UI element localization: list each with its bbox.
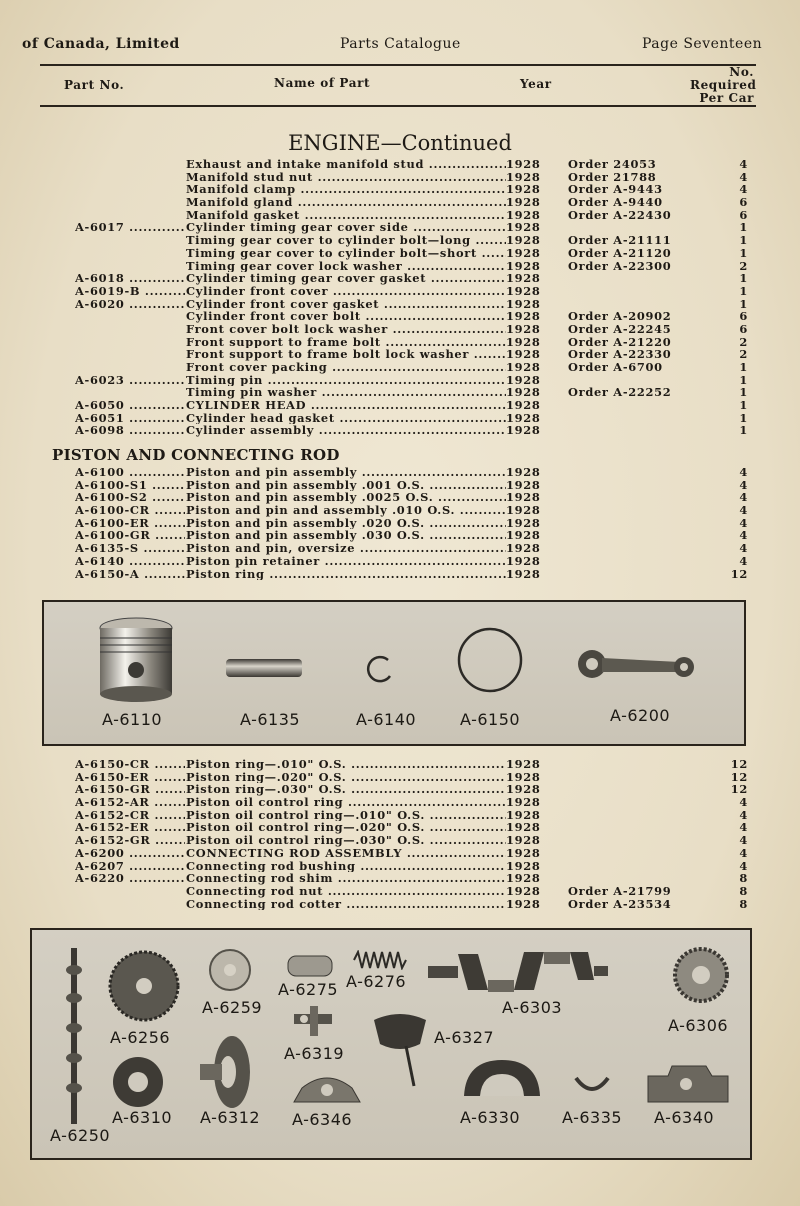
quantity-required: 12 xyxy=(730,783,748,797)
quantity-required: 12 xyxy=(730,567,748,581)
part-year: 1928 xyxy=(506,158,541,171)
parts-row xyxy=(0,796,800,809)
parts-row xyxy=(0,272,800,285)
part-name: Front cover packing ..... xyxy=(186,361,506,374)
part-year: 1928 xyxy=(506,567,541,581)
quantity-required: 8 xyxy=(739,872,748,885)
parts-row xyxy=(0,542,800,555)
parts-row xyxy=(0,374,800,387)
part-year: 1928 xyxy=(506,322,541,336)
part-year: 1928 xyxy=(506,859,541,873)
figure-label: A-6110 xyxy=(102,710,163,729)
parts-row xyxy=(0,424,800,437)
part-name: Cylinder timing gear cover gasket ..... xyxy=(186,272,506,285)
part-number: A-6207 ..... xyxy=(75,860,185,873)
part-year: 1928 xyxy=(506,770,541,784)
header-company: of Canada, Limited xyxy=(22,36,180,52)
parts-row xyxy=(0,555,800,568)
part-number: A-6019-B ..... xyxy=(75,285,185,298)
quantity-required: 6 xyxy=(739,196,748,209)
part-name: CONNECTING ROD ASSEMBLY ..... xyxy=(186,847,506,860)
part-number: A-6100-ER ..... xyxy=(75,517,185,530)
part-year: 1928 xyxy=(506,208,541,222)
quantity-required: 12 xyxy=(730,758,748,771)
quantity-required: 4 xyxy=(739,846,748,860)
part-number: A-6023 ..... xyxy=(75,374,185,387)
part-name: Piston and pin assembly ..... xyxy=(186,466,506,479)
quantity-required: 1 xyxy=(739,361,748,374)
plate-icon xyxy=(646,1064,730,1104)
part-number: A-6152-ER ..... xyxy=(75,821,185,834)
part-name: Piston and pin assembly .020 O.S. ..... xyxy=(186,517,506,530)
bracket-icon xyxy=(290,1004,336,1038)
part-name: Timing pin washer ..... xyxy=(186,386,506,399)
quantity-required: 4 xyxy=(739,554,748,568)
part-number: A-6098 ..... xyxy=(75,424,185,437)
parts-row xyxy=(0,847,800,860)
part-number: A-6150-CR ..... xyxy=(75,758,185,771)
column-header-name: Name of Part xyxy=(274,76,371,90)
quantity-required: 8 xyxy=(739,897,748,911)
parts-row xyxy=(0,399,800,412)
part-name: Timing pin ..... xyxy=(186,374,506,387)
part-year: 1928 xyxy=(506,272,541,285)
parts-row xyxy=(0,247,800,260)
part-year: 1928 xyxy=(506,542,541,555)
part-name: Cylinder front cover gasket ..... xyxy=(186,298,506,311)
bearing-icon xyxy=(462,1056,542,1100)
order-number: Order A-22252 xyxy=(568,386,672,400)
quantity-required: 1 xyxy=(739,272,748,285)
part-name: Manifold clamp ..... xyxy=(186,183,506,196)
part-name: Manifold gland ..... xyxy=(186,196,506,209)
section-title-engine: ENGINE—Continued xyxy=(288,131,512,155)
quantity-required: 4 xyxy=(739,834,748,847)
part-year: 1928 xyxy=(506,478,541,492)
part-number: A-6150-ER ..... xyxy=(75,771,185,784)
parts-row xyxy=(0,285,800,298)
quantity-required: 12 xyxy=(730,770,748,784)
part-year: 1928 xyxy=(506,516,541,530)
quantity-required: 6 xyxy=(739,208,748,222)
part-name: Piston and pin assembly .0025 O.S. ..... xyxy=(186,491,506,504)
part-number: A-6152-CR ..... xyxy=(75,809,185,822)
part-name: Front support to frame bolt lock washer ..... xyxy=(186,348,506,361)
part-year: 1928 xyxy=(506,335,541,349)
engine-parts-list xyxy=(0,158,800,437)
cam-gear-washer-icon xyxy=(110,1054,166,1110)
parts-row xyxy=(0,834,800,847)
parts-row xyxy=(0,348,800,361)
oil-pump-icon xyxy=(370,1010,430,1090)
parts-row xyxy=(0,466,800,479)
parts-row xyxy=(0,491,800,504)
piston-ring-icon xyxy=(454,624,526,696)
quantity-required: 1 xyxy=(739,411,748,425)
order-number: Order A-9440 xyxy=(568,196,663,209)
quantity-required: 2 xyxy=(739,259,748,273)
part-name: Piston ring ..... xyxy=(186,568,506,581)
part-name: Piston oil control ring—.030" O.S. ..... xyxy=(186,834,506,847)
part-name: Front support to frame bolt ..... xyxy=(186,336,506,349)
part-name: Cylinder head gasket ..... xyxy=(186,412,506,425)
parts-row xyxy=(0,568,800,581)
parts-row xyxy=(0,821,800,834)
part-number: A-6150-A ..... xyxy=(75,568,185,581)
part-year: 1928 xyxy=(506,884,541,898)
order-number: Order 21788 xyxy=(568,170,657,184)
column-header-qty xyxy=(690,65,757,105)
part-name: Piston oil control ring ..... xyxy=(186,796,506,809)
timing-gear-icon xyxy=(106,948,182,1024)
parts-row xyxy=(0,209,800,222)
part-year: 1928 xyxy=(506,259,541,273)
column-header-part-no: Part No. xyxy=(64,78,125,92)
order-number: Order A-21111 xyxy=(568,234,672,247)
part-number: A-6140 ..... xyxy=(75,555,185,568)
figure-label: A-6310 xyxy=(112,1108,173,1127)
part-number: A-6100-GR ..... xyxy=(75,529,185,542)
part-number: A-6018 ..... xyxy=(75,272,185,285)
parts-row xyxy=(0,221,800,234)
parts-row xyxy=(0,183,800,196)
spacer-icon xyxy=(198,1032,254,1112)
half-ring-icon xyxy=(572,1074,612,1096)
parts-row xyxy=(0,234,800,247)
order-number: Order A-23534 xyxy=(568,897,672,911)
quantity-required: 4 xyxy=(739,478,748,492)
part-year: 1928 xyxy=(506,310,541,323)
part-number: A-6100-CR ..... xyxy=(75,504,185,517)
part-number: A-6220 ..... xyxy=(75,872,185,885)
part-year: 1928 xyxy=(506,284,541,298)
figure-label: A-6200 xyxy=(610,706,671,725)
parts-row xyxy=(0,885,800,898)
parts-row xyxy=(0,310,800,323)
quantity-required: 1 xyxy=(739,424,748,438)
parts-row xyxy=(0,783,800,796)
parts-row xyxy=(0,336,800,349)
quantity-required: 8 xyxy=(739,884,748,898)
part-year: 1928 xyxy=(506,297,541,311)
quantity-required: 4 xyxy=(739,796,748,809)
part-number: A-6135-S ..... xyxy=(75,542,185,555)
part-year: 1928 xyxy=(506,348,541,362)
part-name: Piston and pin, oversize ..... xyxy=(186,542,506,555)
part-name: Cylinder assembly ..... xyxy=(186,424,506,437)
bushing-icon xyxy=(286,952,334,980)
part-number: A-6100-S2 ..... xyxy=(75,491,185,504)
part-name: Front cover bolt lock washer ..... xyxy=(186,323,506,336)
part-name: Manifold stud nut ..... xyxy=(186,171,506,184)
part-year: 1928 xyxy=(506,529,541,543)
order-number: Order A-9443 xyxy=(568,183,663,197)
part-year: 1928 xyxy=(506,373,541,387)
parts-row xyxy=(0,361,800,374)
figure-label: A-6140 xyxy=(356,710,417,729)
parts-row xyxy=(0,517,800,530)
part-name: Connecting rod nut ..... xyxy=(186,885,506,898)
part-name: Cylinder front cover bolt ..... xyxy=(186,310,506,323)
part-name: Piston and pin assembly .030 O.S. ..... xyxy=(186,529,506,542)
part-number: A-6152-GR ..... xyxy=(75,834,185,847)
part-name: Piston oil control ring—.020" O.S. ..... xyxy=(186,821,506,834)
quantity-required: 4 xyxy=(739,466,748,479)
figure-label: A-6327 xyxy=(434,1028,495,1047)
part-name: Piston pin retainer ..... xyxy=(186,555,506,568)
connecting-rod-icon xyxy=(572,642,700,692)
part-name: Piston and pin assembly .001 O.S. ..... xyxy=(186,479,506,492)
part-year: 1928 xyxy=(506,491,541,505)
order-number: Order A-22330 xyxy=(568,348,672,362)
figure-label: A-6312 xyxy=(200,1108,261,1127)
figure-label: A-6340 xyxy=(654,1108,715,1127)
parts-row xyxy=(0,260,800,273)
figure-label: A-6250 xyxy=(50,1126,111,1145)
part-year: 1928 xyxy=(506,872,541,885)
header-page-number: Page Seventeen xyxy=(642,36,763,52)
quantity-required: 4 xyxy=(739,808,748,822)
section-title-piston: PISTON AND CONNECTING ROD xyxy=(52,446,340,464)
part-year: 1928 xyxy=(506,361,541,374)
order-number: Order A-6700 xyxy=(568,361,663,374)
part-year: 1928 xyxy=(506,424,541,438)
order-number: Order A-21799 xyxy=(568,884,672,898)
quantity-required: 4 xyxy=(739,529,748,543)
figure-label: A-6275 xyxy=(278,980,339,999)
parts-row xyxy=(0,479,800,492)
part-year: 1928 xyxy=(506,399,541,412)
quantity-required: 4 xyxy=(739,491,748,505)
part-name: Timing gear cover lock washer ..... xyxy=(186,260,506,273)
part-name: Timing gear cover to cylinder bolt—short ..... xyxy=(186,247,506,260)
quantity-required: 4 xyxy=(739,542,748,555)
figure-label: A-6150 xyxy=(460,710,521,729)
part-name: Cylinder front cover ..... xyxy=(186,285,506,298)
part-number: A-6150-GR ..... xyxy=(75,783,185,796)
header-title: Parts Catalogue xyxy=(340,36,461,52)
parts-row xyxy=(0,504,800,517)
quantity-required: 6 xyxy=(739,310,748,323)
parts-row xyxy=(0,298,800,311)
part-year: 1928 xyxy=(506,846,541,860)
figure-label: A-6306 xyxy=(668,1016,729,1035)
part-year: 1928 xyxy=(506,170,541,184)
header-rule-top xyxy=(40,64,756,66)
quantity-required: 4 xyxy=(739,504,748,517)
quantity-required: 1 xyxy=(739,399,748,412)
part-name: Connecting rod cotter ..... xyxy=(186,898,506,911)
parts-row xyxy=(0,898,800,911)
quantity-required: 1 xyxy=(739,284,748,298)
part-year: 1928 xyxy=(506,897,541,911)
part-name: CYLINDER HEAD ..... xyxy=(186,399,506,412)
piston-pin-icon xyxy=(224,656,304,680)
quantity-required: 4 xyxy=(739,183,748,197)
figure-label: A-6319 xyxy=(284,1044,345,1063)
quantity-required: 2 xyxy=(739,348,748,362)
part-name: Cylinder timing gear cover side ..... xyxy=(186,221,506,234)
column-header-qty-line2: Required xyxy=(690,78,757,92)
quantity-required: 6 xyxy=(739,322,748,336)
order-number: Order A-21120 xyxy=(568,246,672,260)
figure-label: A-6335 xyxy=(562,1108,623,1127)
figure-label: A-6135 xyxy=(240,710,301,729)
part-name: Piston ring—.030" O.S. ..... xyxy=(186,783,506,796)
column-header-qty-line3: Per Car xyxy=(699,91,754,105)
order-number: Order A-22430 xyxy=(568,208,672,222)
figure-pistons-rods xyxy=(42,600,746,746)
figure-label: A-6346 xyxy=(292,1110,353,1129)
quantity-required: 4 xyxy=(739,516,748,530)
part-year: 1928 xyxy=(506,386,541,400)
figure-label: A-6303 xyxy=(502,998,563,1017)
figure-timing-parts xyxy=(30,928,752,1160)
quantity-required: 1 xyxy=(739,246,748,260)
part-year: 1928 xyxy=(506,466,541,479)
order-number: Order A-22245 xyxy=(568,322,672,336)
quantity-required: 1 xyxy=(739,373,748,387)
part-year: 1928 xyxy=(506,808,541,822)
part-name: Connecting rod bushing ..... xyxy=(186,860,506,873)
quantity-required: 2 xyxy=(739,335,748,349)
part-name: Piston ring—.010" O.S. ..... xyxy=(186,758,506,771)
part-number: A-6020 ..... xyxy=(75,298,185,311)
figure-label: A-6330 xyxy=(460,1108,521,1127)
part-number: A-6200 ..... xyxy=(75,847,185,860)
part-year: 1928 xyxy=(506,554,541,568)
parts-row xyxy=(0,196,800,209)
order-number: Order 24053 xyxy=(568,158,657,171)
part-year: 1928 xyxy=(506,758,541,771)
order-number: Order A-20902 xyxy=(568,310,672,323)
part-year: 1928 xyxy=(506,821,541,835)
part-year: 1928 xyxy=(506,834,541,847)
part-year: 1928 xyxy=(506,196,541,209)
part-year: 1928 xyxy=(506,796,541,809)
part-year: 1928 xyxy=(506,783,541,797)
parts-row xyxy=(0,158,800,171)
order-number: Order A-21220 xyxy=(568,335,672,349)
quantity-required: 1 xyxy=(739,386,748,400)
figure-label: A-6276 xyxy=(346,972,407,991)
bearing-cap-icon xyxy=(292,1074,362,1104)
parts-row xyxy=(0,171,800,184)
piston-parts-list-continued xyxy=(0,758,800,910)
part-number: A-6100-S1 ..... xyxy=(75,479,185,492)
part-name: Timing gear cover to cylinder bolt—long ..... xyxy=(186,234,506,247)
part-name: Connecting rod shim ..... xyxy=(186,872,506,885)
parts-row xyxy=(0,323,800,336)
parts-row xyxy=(0,809,800,822)
parts-row xyxy=(0,872,800,885)
part-year: 1928 xyxy=(506,183,541,197)
pin-retainer-icon xyxy=(362,654,398,686)
part-year: 1928 xyxy=(506,504,541,517)
quantity-required: 4 xyxy=(739,158,748,171)
quantity-required: 1 xyxy=(739,221,748,235)
crank-gear-icon xyxy=(672,946,730,1004)
part-name: Exhaust and intake manifold stud ..... xyxy=(186,158,506,171)
part-number: A-6017 ..... xyxy=(75,221,185,234)
quantity-required: 4 xyxy=(739,170,748,184)
quantity-required: 1 xyxy=(739,297,748,311)
quantity-required: 4 xyxy=(739,859,748,873)
part-name: Piston ring—.020" O.S. ..... xyxy=(186,771,506,784)
crankshaft-icon xyxy=(428,946,608,1002)
quantity-required: 4 xyxy=(739,821,748,835)
part-year: 1928 xyxy=(506,411,541,425)
quantity-required: 1 xyxy=(739,234,748,247)
part-number: A-6100 ..... xyxy=(75,466,185,479)
parts-row xyxy=(0,412,800,425)
column-header-qty-line1: No. xyxy=(729,65,754,79)
part-year: 1928 xyxy=(506,234,541,247)
part-name: Piston oil control ring—.010" O.S. ..... xyxy=(186,809,506,822)
header-rule-bottom xyxy=(40,105,756,107)
part-year: 1928 xyxy=(506,246,541,260)
order-number: Order A-22300 xyxy=(568,259,672,273)
parts-row xyxy=(0,386,800,399)
part-number: A-6152-AR ..... xyxy=(75,796,185,809)
spring-icon xyxy=(352,950,408,970)
parts-row xyxy=(0,529,800,542)
column-header-year: Year xyxy=(520,77,552,91)
part-name: Piston and pin and assembly .010 O.S. ..... xyxy=(186,504,506,517)
camshaft-icon xyxy=(62,948,86,1124)
part-number: A-6050 ..... xyxy=(75,399,185,412)
parts-row xyxy=(0,860,800,873)
part-number: A-6051 ..... xyxy=(75,412,185,425)
part-year: 1928 xyxy=(506,221,541,235)
parts-row xyxy=(0,758,800,771)
parts-row xyxy=(0,771,800,784)
piston-parts-list xyxy=(0,466,800,580)
piston-icon xyxy=(92,614,182,704)
figure-label: A-6256 xyxy=(110,1028,171,1047)
washer-icon xyxy=(208,948,252,992)
figure-label: A-6259 xyxy=(202,998,263,1017)
part-name: Manifold gasket ..... xyxy=(186,209,506,222)
